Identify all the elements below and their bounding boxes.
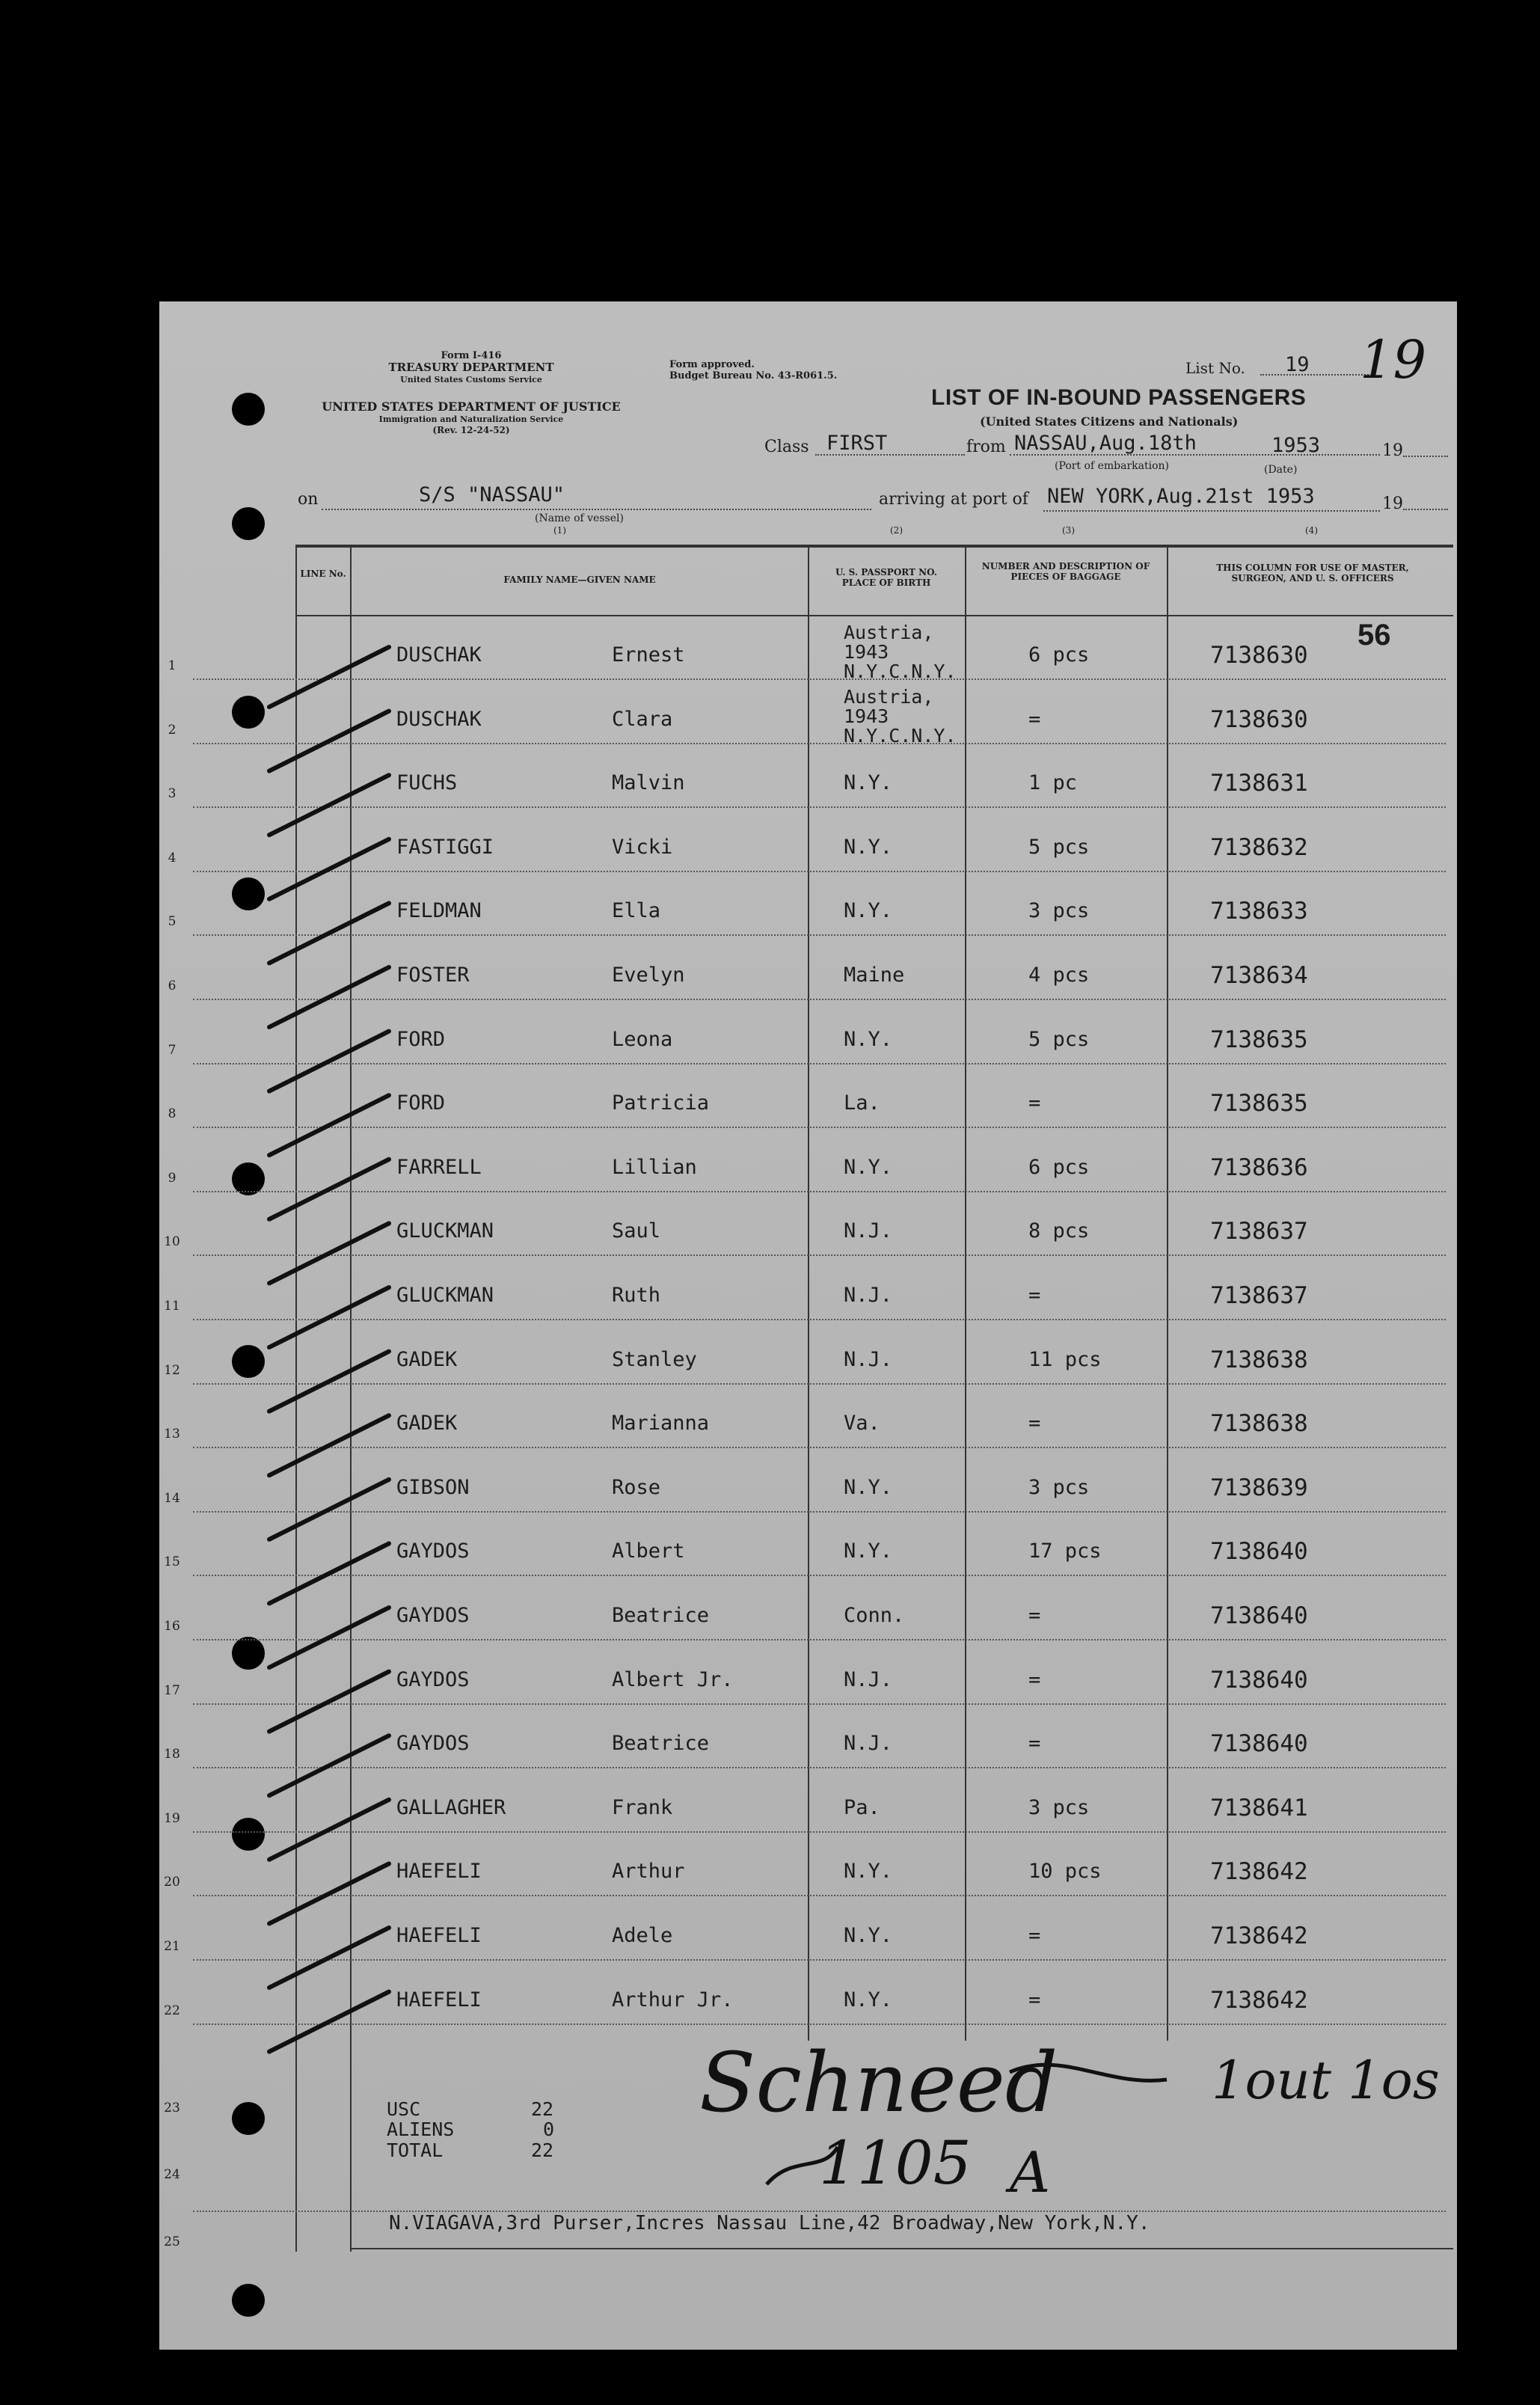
line-number: 19 (164, 1810, 180, 1826)
family-name: HAEFELI (396, 1860, 482, 1884)
header-baggage: NUMBER AND DESCRIPTION OF PIECES OF BAGGAGE (981, 561, 1150, 582)
family-name: GAYDOS (396, 1667, 470, 1691)
baggage: = (1028, 1988, 1041, 2012)
given-name: Albert (612, 1539, 685, 1563)
family-name: FUCHS (396, 771, 458, 795)
officer-code: 7138631 (1210, 770, 1308, 797)
family-name: FOSTER (396, 963, 470, 987)
officer-code: 7138636 (1210, 1154, 1308, 1181)
place-of-birth: N.Y. (844, 1155, 893, 1179)
baggage: 11 pcs (1028, 1347, 1102, 1371)
line-number: 22 (164, 2003, 180, 2018)
col1-caption: (1) (553, 525, 566, 536)
arriving-label: arriving at port of (879, 490, 1028, 509)
officer-code: 7138630 (1210, 642, 1308, 669)
ins-service: Immigration and Naturalization Service (378, 414, 564, 424)
family-name: GLUCKMAN (396, 1284, 494, 1307)
place-of-birth: La. (844, 1091, 880, 1115)
baggage: 5 pcs (1028, 835, 1090, 859)
treasury-dept: TREASURY DEPARTMENT (388, 361, 554, 374)
line-number: 14 (164, 1490, 180, 1506)
family-name: FORD (396, 1091, 446, 1115)
budget-bureau: Budget Bureau No. 43-R061.5. (669, 370, 838, 382)
officer-code: 7138639 (1210, 1474, 1308, 1501)
baggage: = (1028, 1412, 1041, 1436)
line-number: 18 (164, 1747, 180, 1762)
vessel-name: S/S "NASSAU" (419, 483, 565, 506)
page-number: 56 (1358, 619, 1391, 652)
family-name: GLUCKMAN (396, 1219, 494, 1243)
header-officers: THIS COLUMN FOR USE OF MASTER, SURGEON, AND U. S. OFFICERS (1216, 563, 1409, 583)
given-name: Clara (612, 707, 673, 731)
col4-caption: (4) (1305, 525, 1318, 536)
place-of-birth: N.J. (844, 1347, 893, 1371)
place-of-birth: N.J. (844, 1219, 893, 1243)
place-of-birth: Austria, 1943 N.Y.C.N.Y. (844, 622, 957, 682)
class-label: Class (764, 438, 809, 456)
officer-code: 7138635 (1210, 1090, 1308, 1118)
given-name: Lillian (612, 1155, 697, 1179)
customs-service: United States Customs Service (400, 375, 542, 385)
header-name: FAMILY NAME—GIVEN NAME (503, 575, 656, 585)
baggage: = (1028, 707, 1041, 731)
header-passport: U. S. PASSPORT NO. PLACE OF BIRTH (835, 567, 938, 588)
from-label: from (966, 438, 1006, 456)
aliens-label: ALIENS (387, 2118, 455, 2140)
line-number: 1 (168, 658, 177, 673)
line-number: 17 (164, 1682, 180, 1698)
officer-code: 7138642 (1210, 1986, 1308, 2014)
family-name: GAYDOS (396, 1539, 470, 1563)
given-name: Rose (612, 1475, 661, 1499)
family-name: HAEFELI (396, 1988, 482, 2012)
usc-count: 22 (531, 2098, 554, 2120)
place-of-birth: N.Y. (844, 835, 893, 859)
officer-code: 7138640 (1210, 1602, 1308, 1629)
given-name: Albert Jr. (612, 1667, 734, 1691)
aliens-count: 0 (543, 2118, 555, 2140)
line-number: 20 (164, 1875, 180, 1890)
list-no-handwritten: 19 (1360, 329, 1427, 390)
given-name: Vicki (612, 835, 673, 859)
signature: Schneed (699, 2035, 1058, 2130)
total-label: TOTAL (387, 2139, 444, 2161)
place-of-birth: N.Y. (844, 771, 893, 795)
baggage: 4 pcs (1028, 963, 1090, 987)
purser-footer: N.VIAGAVA,3rd Purser,Incres Nassau Line,42 Broadway,New York,N.Y. (389, 2212, 1150, 2234)
form-subtitle: (United States Citizens and Nationals) (980, 414, 1239, 429)
family-name: FARRELL (396, 1155, 482, 1179)
family-name: DUSCHAK (396, 707, 482, 731)
header-line-no: LINE No. (300, 569, 346, 579)
line-number: 2 (168, 722, 177, 738)
baggage: = (1028, 1732, 1041, 1756)
baggage: 6 pcs (1028, 643, 1090, 667)
baggage: = (1028, 1604, 1041, 1627)
baggage: 3 pcs (1028, 1475, 1090, 1499)
from-year: 1953 (1271, 434, 1321, 457)
given-name: Evelyn (612, 963, 685, 987)
year-prefix-2: 19 (1382, 494, 1403, 513)
given-name: Leona (612, 1027, 673, 1051)
family-name: GADEK (396, 1412, 458, 1436)
handwritten-letter: A (1010, 2139, 1051, 2205)
justice-dept: UNITED STATES DEPARTMENT OF JUSTICE (322, 399, 621, 414)
baggage: = (1028, 1284, 1041, 1307)
port-embarkation-caption: (Port of embarkation) (1055, 460, 1169, 472)
given-name: Frank (612, 1795, 673, 1819)
line-number: 24 (164, 2167, 180, 2182)
place-of-birth: N.J. (844, 1732, 893, 1756)
place-of-birth: N.J. (844, 1284, 893, 1307)
line-number: 9 (168, 1170, 177, 1186)
baggage: = (1028, 1091, 1041, 1115)
line-number: 4 (168, 850, 177, 866)
baggage: 3 pcs (1028, 899, 1090, 923)
line-number: 25 (164, 2234, 180, 2249)
baggage: 3 pcs (1028, 1795, 1090, 1819)
family-name: GIBSON (396, 1475, 470, 1499)
line-number: 16 (164, 1619, 180, 1634)
handwritten-note: 1out 1os (1212, 2050, 1440, 2111)
baggage: 8 pcs (1028, 1219, 1090, 1243)
form-approved: Form approved. (669, 359, 755, 370)
officer-code: 7138640 (1210, 1730, 1308, 1758)
form-title: LIST OF IN-BOUND PASSENGERS (931, 385, 1307, 410)
place-of-birth: N.Y. (844, 1475, 893, 1499)
baggage: 1 pc (1028, 771, 1078, 795)
line-number: 15 (164, 1554, 180, 1570)
line-number: 12 (164, 1362, 180, 1378)
officer-code: 7138641 (1210, 1794, 1308, 1822)
baggage: = (1028, 1667, 1041, 1691)
family-name: HAEFELI (396, 1924, 482, 1947)
class-value: FIRST (826, 432, 888, 455)
given-name: Patricia (612, 1091, 710, 1115)
line-number: 10 (164, 1234, 180, 1250)
officer-code: 7138638 (1210, 1410, 1308, 1438)
given-name: Ruth (612, 1284, 661, 1307)
form-number: Form I-416 (441, 350, 502, 361)
place-of-birth: N.Y. (844, 899, 893, 923)
officer-code: 7138640 (1210, 1538, 1308, 1566)
given-name: Ella (612, 899, 661, 923)
on-label: on (298, 490, 319, 509)
list-no-value: 19 (1285, 353, 1310, 376)
arrival-value: NEW YORK,Aug.21st 1953 (1047, 485, 1315, 508)
usc-label: USC (387, 2098, 421, 2120)
place-of-birth: Maine (844, 963, 905, 987)
given-name: Malvin (612, 771, 685, 795)
total-count: 22 (531, 2139, 554, 2161)
place-of-birth: Conn. (844, 1604, 905, 1627)
given-name: Stanley (612, 1347, 697, 1371)
baggage: 17 pcs (1028, 1539, 1102, 1563)
place-of-birth: Pa. (844, 1795, 880, 1819)
line-number: 8 (168, 1106, 177, 1122)
family-name: GALLAGHER (396, 1795, 506, 1819)
place-of-birth: Austria, 1943 N.Y.C.N.Y. (844, 685, 957, 747)
officer-code: 7138637 (1210, 1218, 1308, 1246)
handwritten-code: 1105 (819, 2128, 972, 2198)
family-name: GAYDOS (396, 1604, 470, 1627)
officer-code: 7138640 (1210, 1666, 1308, 1694)
place-of-birth: N.Y. (844, 1924, 893, 1947)
family-name: DUSCHAK (396, 643, 482, 667)
family-name: FORD (396, 1027, 446, 1051)
line-number: 13 (164, 1427, 180, 1442)
line-number: 7 (168, 1042, 177, 1058)
officer-code: 7138642 (1210, 1858, 1308, 1886)
officer-code: 7138642 (1210, 1923, 1308, 1949)
line-number: 6 (168, 978, 177, 993)
line-number: 23 (164, 2101, 180, 2116)
given-name: Marianna (612, 1412, 710, 1436)
list-no-label: List No. (1185, 359, 1245, 377)
baggage: 5 pcs (1028, 1027, 1090, 1051)
vessel-caption: (Name of vessel) (535, 512, 624, 524)
family-name: GADEK (396, 1347, 458, 1371)
officer-code: 7138635 (1210, 1026, 1308, 1053)
baggage: = (1028, 1924, 1041, 1947)
line-number: 3 (168, 786, 177, 802)
revision: (Rev. 12-24-52) (432, 425, 510, 435)
baggage: 10 pcs (1028, 1860, 1102, 1884)
year-prefix: 19 (1382, 441, 1403, 460)
place-of-birth: N.J. (844, 1667, 893, 1691)
given-name: Adele (612, 1924, 673, 1947)
given-name: Arthur Jr. (612, 1988, 734, 2012)
place-of-birth: N.Y. (844, 1027, 893, 1051)
line-number: 11 (164, 1299, 180, 1314)
family-name: FELDMAN (396, 899, 482, 923)
officer-code: 7138633 (1210, 898, 1308, 925)
given-name: Beatrice (612, 1732, 710, 1756)
col3-caption: (3) (1062, 525, 1075, 536)
place-of-birth: N.Y. (844, 1988, 893, 2012)
officer-code: 7138630 (1210, 705, 1308, 733)
from-value: NASSAU,Aug.18th (1014, 432, 1197, 455)
family-name: GAYDOS (396, 1732, 470, 1756)
date-caption: (Date) (1264, 464, 1298, 476)
given-name: Ernest (612, 643, 685, 667)
place-of-birth: N.Y. (844, 1860, 893, 1884)
place-of-birth: Va. (844, 1412, 880, 1436)
place-of-birth: N.Y. (844, 1539, 893, 1563)
line-number: 21 (164, 1939, 180, 1954)
col2-caption: (2) (890, 525, 903, 536)
officer-code: 7138632 (1210, 833, 1308, 861)
line-number: 5 (168, 914, 177, 930)
officer-code: 7138634 (1210, 962, 1308, 989)
family-name: FASTIGGI (396, 835, 494, 859)
given-name: Saul (612, 1219, 661, 1243)
given-name: Arthur (612, 1860, 685, 1884)
officer-code: 7138638 (1210, 1346, 1308, 1373)
baggage: 6 pcs (1028, 1155, 1090, 1179)
given-name: Beatrice (612, 1604, 710, 1627)
officer-code: 7138637 (1210, 1282, 1308, 1309)
